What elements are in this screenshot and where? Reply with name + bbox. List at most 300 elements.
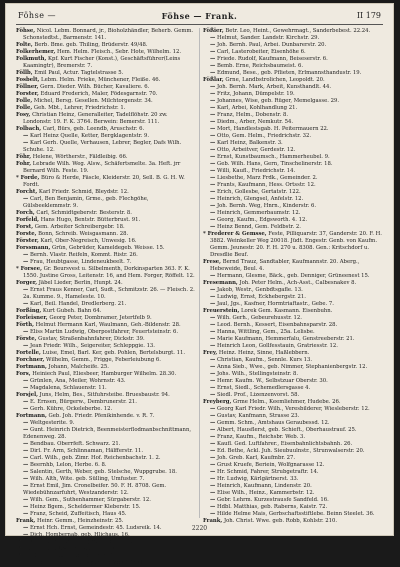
directory-entry xyxy=(16,28,197,42)
entry-name: * Forde, xyxy=(16,175,40,181)
entry-name: — xyxy=(210,70,216,76)
entry-details: Franz, Helm., Dobenstr. 8. xyxy=(215,112,289,118)
entry-name: Förth, xyxy=(16,322,34,328)
entry-details: Salentin, Gerth, Weber, geb. Stelsche, Wuppgrube. 18. xyxy=(28,469,177,475)
entry-name: — xyxy=(210,427,216,433)
directory-entry xyxy=(16,504,197,511)
directory-entry xyxy=(16,217,197,224)
entry-name: — xyxy=(23,455,29,461)
entry-details: Joh. Bernh. Weg, Hnrn., Kinderstr. 6. xyxy=(215,203,317,209)
directory-entry xyxy=(16,49,197,56)
entry-details: E. Ernsen, Bürgerw., Dembrunerstr. 21. xyxy=(28,399,137,405)
entry-details: Gebr. Lehrm. Kurzestrausfe Sandfeld. 16. xyxy=(215,497,329,503)
directory-entry xyxy=(203,259,384,273)
entry-details: Carl, Ben Benjamin, Grme., geb. Flechgöhe, Gülsbeeklemmstr. 9. xyxy=(23,196,149,209)
directory-entry xyxy=(203,294,384,301)
entry-name: — xyxy=(210,322,216,328)
entry-name: Frijeller, xyxy=(16,546,42,552)
entry-details: Karl, Arbei, Kohlhandlung 21. xyxy=(215,105,298,111)
directory-entry xyxy=(16,231,197,238)
directory-entry xyxy=(203,175,384,182)
entry-details: Kaufl. Ged. Luftfahrer., Eisenbahnlichtsbahnh. 26. xyxy=(215,441,353,447)
directory-entry xyxy=(16,420,197,427)
entry-name: — xyxy=(23,406,29,412)
entry-details: Hermann, Glesme, Bäck., geb. Denniger, Grüneenest 15. xyxy=(215,273,370,279)
entry-name: Forch, xyxy=(16,210,35,216)
entry-name: — xyxy=(210,196,216,202)
directory-entry xyxy=(203,490,384,497)
directory-entry xyxy=(203,273,384,280)
entry-name: — xyxy=(23,378,29,384)
entry-name: Forcht, xyxy=(16,189,38,195)
entry-name: — xyxy=(210,378,216,384)
directory-entry xyxy=(16,238,197,245)
directory-entry xyxy=(16,196,197,210)
entry-details: Michel, Bersg. Gesellen. Milchtorgenstr. 34. xyxy=(32,98,153,104)
directory-entry xyxy=(203,497,384,504)
directory-entry xyxy=(16,245,197,252)
directory-entry xyxy=(16,70,197,77)
entry-details: Heinrich, Gemmerbaumstr. 12. xyxy=(215,210,301,216)
entry-name: Förster, xyxy=(16,238,39,244)
entry-details: Geb. Joh. Friedr. Pfenikinhende. v. R. 7. xyxy=(46,413,155,419)
entry-details: Hans Hugo, Bentstr. Bütterbrust. 91. xyxy=(39,217,141,223)
entry-details: Hr. Schmid, Fahrer, Strubgetraftr. 14. xyxy=(215,469,319,475)
entry-name: — xyxy=(210,420,216,426)
entry-name: — xyxy=(210,210,216,216)
page-header xyxy=(6,11,393,23)
directory-entry xyxy=(16,448,197,455)
directory-entry xyxy=(203,406,384,413)
directory-entry xyxy=(203,196,384,203)
entry-details: Geb. Wilh. Hans, Gern, Tinschelinerstr. 18. xyxy=(215,161,333,167)
entry-name: — xyxy=(210,56,216,62)
directory-entry xyxy=(203,392,384,399)
directory-entry xyxy=(203,518,384,525)
directory-entry xyxy=(203,448,384,455)
directory-entry xyxy=(203,49,384,56)
entry-name: — xyxy=(210,147,216,153)
entry-name: Föhse, xyxy=(16,28,36,34)
entry-name: — xyxy=(23,301,29,307)
entry-name: — xyxy=(210,203,216,209)
left-column xyxy=(16,28,197,566)
entry-name: — xyxy=(210,329,216,335)
entry-details: Eliss Martin Ludwig, Oberpostfahrer, Feuertsteinstr. 6. xyxy=(28,329,179,335)
entry-details: Ernst, Siedl., Schemedlersgasse 4. xyxy=(215,385,311,391)
entry-details: Liesbethe, Marz Frdk., Gemeinder. 2. xyxy=(215,175,318,181)
entry-name: — xyxy=(210,357,216,363)
entry-details: Bernh. Vlastr. Reifeln, Kommt. Ristr. 26. xyxy=(28,252,138,258)
entry-details: Johannes, Wise, geb. Rüger, Memelgasse. 29. xyxy=(215,98,340,104)
entry-details: Diedm., Arber, Nemkutr. 54. xyxy=(215,119,294,125)
directory-entry xyxy=(203,140,384,147)
entry-name: — xyxy=(210,462,216,468)
directory-entry xyxy=(203,462,384,469)
directory-entry xyxy=(203,504,384,511)
entry-name: — xyxy=(210,469,216,475)
directory-entry xyxy=(203,133,384,140)
entry-details: Emil Paul, Actur. Tagtelstrasse 5. xyxy=(32,70,124,76)
entry-name: — xyxy=(210,392,216,398)
entry-name: — xyxy=(210,189,216,195)
entry-details: Grünlen, Ana, Meiler, Wohrnstr. 43. xyxy=(28,378,126,384)
entry-name: Forger, xyxy=(16,280,38,286)
entry-details: Kurt Gubeh. Bahn 64. xyxy=(41,308,102,314)
directory-entry xyxy=(16,189,197,196)
directory-entry xyxy=(16,553,197,560)
directory-entry xyxy=(16,539,197,546)
entry-name: — xyxy=(23,287,29,293)
entry-name: Föhr, xyxy=(16,154,32,160)
directory-entry xyxy=(16,511,197,518)
directory-entry xyxy=(203,70,384,77)
entry-name: Folkmuth, xyxy=(16,56,47,62)
directory-entry xyxy=(203,350,384,357)
entry-details: Wilh. Alth, Wite. geb. Sülling, Umfuster. 7. xyxy=(28,476,145,482)
entry-details: Berb. Bme. geb. Thiling, Brüderstr. 49/48. xyxy=(32,42,148,48)
directory-entry xyxy=(203,231,384,259)
directory-entry xyxy=(203,112,384,119)
directory-entry xyxy=(16,224,197,231)
entry-details: Eduard Frederich, Maler, Födesgarnstr. 70. xyxy=(38,91,158,97)
entry-name: — xyxy=(210,294,216,300)
entry-details: Albert, Hausflerst, geb. Schieft., Oberhaustrauf. 25. xyxy=(215,427,357,433)
entry-name: — xyxy=(23,427,29,433)
entry-details: Gentr. Carl, Falzigrauf. Blöhrig. 25. xyxy=(39,539,136,545)
directory-entry xyxy=(16,301,197,308)
entry-details: Karl Gerh. Quelle, Verhausen, Lebrer, Begler, Dafs Wilh. Schuhe. 12. xyxy=(23,140,182,153)
entry-name: — xyxy=(210,434,216,440)
entry-name: — xyxy=(210,49,216,55)
entry-name: — xyxy=(210,126,216,132)
entry-name: — xyxy=(210,84,216,90)
entry-details: Ernst, Kunstbaumsch., Hammerheubel. 9. xyxy=(215,154,330,160)
directory-entry xyxy=(16,112,197,126)
entry-name: Forste, xyxy=(16,231,37,237)
entry-name: Föllb, xyxy=(16,70,33,76)
entry-details: Karl Heinz, Balkenstr. 3. xyxy=(215,140,283,146)
entry-details: Hem. Helm. Fleisch., Sebr. Hote, Wilhelm. 12. xyxy=(55,49,182,55)
entry-details: Dich, Hombernab, geb. Hlichaus. 16. xyxy=(28,532,130,538)
directory-entry xyxy=(203,203,384,210)
entry-details: Joh. Bernh. Paul, Arbei. Dunbarerstr. 20. xyxy=(215,42,327,48)
entry-details: Büro & Herde, Fäscle, Kleiderstr. 20, Sell. B. G. H. W. Fordt. xyxy=(23,175,185,188)
entry-name: Folbach, xyxy=(16,126,42,132)
entry-name: — xyxy=(210,63,216,69)
directory-entry xyxy=(203,126,384,133)
entry-name: — xyxy=(210,140,216,146)
directory-entry xyxy=(203,378,384,385)
directory-entry xyxy=(203,287,384,294)
entry-details: Heinz Bennd, Gem. Feldbstr. 2. xyxy=(215,224,301,230)
entry-details: Heinrich, Glengsel, Anfelstr. 12. xyxy=(215,196,304,202)
entry-name: — xyxy=(210,35,216,41)
entry-name: — xyxy=(210,105,216,111)
entry-name: Folle, xyxy=(16,105,33,111)
entry-details: Georg, Kaufm., Edgsworth. 4. 12. xyxy=(215,217,308,223)
entry-name: — xyxy=(210,455,216,461)
entry-details: Ed. Bethe, Ackl. Juh. Sieubuulnstr., Strunwalserstr. 20. xyxy=(215,448,365,454)
entry-details: Feste, Pilliquarstr. 37, Ganderstr. 20. F. H. 3882. Weinkeller Weg 20018. Jüdt. Engestr. Genb. von Kaufm. Gemm. Jeunestr. 20. F. H. 270 u. 8308. Gen.: Kritschdorf u. Dresdlie Beuf. xyxy=(210,231,382,258)
directory-entry xyxy=(16,252,197,259)
entry-details: Ernst Hch. Ernst, Gemeindestr. 45. Ludsreik. 14. xyxy=(28,525,162,531)
entry-details: Ludwig, Ernst, Eckhebergstr. 21. xyxy=(215,294,306,300)
entry-details: Heinr. Gemm., Heinzheinstr. 25. xyxy=(35,518,124,524)
entry-details: Heinz. 1st., Rath, Einige 6. 8. xyxy=(33,553,115,559)
directory-entry xyxy=(16,399,197,406)
directory-entry xyxy=(203,182,384,189)
directory-entry xyxy=(203,455,384,462)
directory-entry xyxy=(203,84,384,91)
entry-name: — xyxy=(210,315,216,321)
entry-name: — xyxy=(210,413,216,419)
entry-name: Förste, xyxy=(16,336,37,342)
right-column xyxy=(203,28,384,524)
entry-details: Magdalena, Schlauenstr. 11. xyxy=(28,385,107,391)
entry-details: Ernst Emil, Jim. Cronelbeifer. 50. F. H. 8708. Gem. Wiedebühnzarfuhrt, Westzanderstr. 12. xyxy=(23,483,167,496)
entry-name: — xyxy=(210,343,216,349)
directory-entry xyxy=(16,483,197,497)
entry-details: Hemr. Kaufm. W., Selbstzuar Oberstr. 30. xyxy=(215,378,328,384)
column-divider xyxy=(199,28,200,518)
entry-name: Frieder, xyxy=(16,539,40,545)
entry-name: Fößier, xyxy=(203,28,224,34)
entry-details: Grne, Landbstrolichen, Leopoldt. 20. xyxy=(223,77,325,83)
entry-details: Hanna, Wittling, Gem., 25a. Lelisbe. xyxy=(215,329,315,335)
directory-entry xyxy=(16,259,197,266)
directory-entry xyxy=(203,322,384,329)
entry-details: Georg Peter, Dombramer, Jetertfelb 9. xyxy=(47,315,152,321)
entry-name: — xyxy=(210,476,216,482)
entry-name: Fors, xyxy=(16,371,31,377)
directory-entry xyxy=(203,63,384,70)
directory-entry xyxy=(16,315,197,322)
directory-entry xyxy=(16,546,197,553)
directory-entry xyxy=(16,462,197,469)
directory-entry xyxy=(16,154,197,161)
entry-name: — xyxy=(210,511,216,517)
directory-entry xyxy=(203,343,384,350)
directory-entry xyxy=(16,455,197,462)
entry-name: Fritz, xyxy=(16,560,32,566)
directory-entry xyxy=(203,98,384,105)
entry-name: — xyxy=(210,406,216,412)
directory-entry xyxy=(16,371,197,378)
directory-entry xyxy=(203,154,384,161)
directory-entry xyxy=(16,42,197,49)
directory-entry xyxy=(16,322,197,329)
entry-details: Grust Kruefe, Beriein, Wolfgnarasse 12. xyxy=(215,462,325,468)
entry-details: Gustav, Straßenbahnfahrer, Dickstr. 39. xyxy=(36,336,145,342)
entry-details: Weltgesterite. 9. xyxy=(28,420,75,426)
directory-entry xyxy=(16,392,197,399)
entry-name: Forleisner, xyxy=(16,315,48,321)
directory-entry xyxy=(16,378,197,385)
entry-name: — xyxy=(210,448,216,454)
entry-details: Willi, Kaufl., Friedrichstr. 14. xyxy=(215,168,296,174)
entry-name: Forfeld, xyxy=(16,217,40,223)
entry-details: Carl. Wilh., geb. Zimr. Hof. Reichenbachstr. 1. 2. xyxy=(28,455,161,461)
directory-entry xyxy=(16,126,197,133)
entry-details: Hdbl. Matthias, geb. Raberns, Kaistr. 72. xyxy=(215,504,328,510)
header-title: Föhse — Frank. xyxy=(161,11,238,21)
entry-details: Nicol. Lebm. Bonnard, jr., Bioholzhändler, Beherb. Gemm. Schonstedtst., Barmenstr. 141. xyxy=(23,28,194,41)
entry-details: Gern. Dieder. Wilh. Bücher, Kavaliere. 6. xyxy=(38,84,150,90)
directory-entry xyxy=(16,336,197,343)
directory-entry xyxy=(203,301,384,308)
entry-details: Betr. Leo, Heint., Gewehrmagt., Sanderbebest. 22.24. xyxy=(223,28,371,34)
directory-entry xyxy=(16,175,197,189)
directory-entry xyxy=(203,385,384,392)
entry-details: Beernhb, Lelon, Herbe. 6. 8. xyxy=(28,462,107,468)
entry-name: — xyxy=(23,140,29,146)
directory-entry xyxy=(16,469,197,476)
entry-details: Carl, Bürs, geb. Leendb, Aruschstr. 6. xyxy=(41,126,145,132)
entry-details: Blatt Tracher, Ausgang, 41. xyxy=(41,546,117,552)
entry-details: Johs. Wilh., Stellingsteinstr. 8. xyxy=(215,371,299,377)
directory-entry xyxy=(203,441,384,448)
entry-details: Carl, Schmidtgeberstr. Besterstr. 8. xyxy=(34,210,132,216)
page-footer: 2220 xyxy=(191,525,208,532)
directory-entry xyxy=(203,357,384,364)
entry-details: Bemb. Erne, Reichsbaumeist. 6. xyxy=(215,63,304,69)
directory-entry xyxy=(16,560,197,567)
entry-name: — xyxy=(210,98,216,104)
directory-entry xyxy=(16,91,197,98)
header-page-ref: II 179 xyxy=(356,11,381,20)
entry-name: — xyxy=(23,504,29,510)
entry-details: Lebm. Helm. Frieke, Münchener, Fleiße. 46. xyxy=(39,77,161,83)
entry-name: — xyxy=(210,441,216,447)
entry-details: Fritz, Johann, Dümpelstr. 19. xyxy=(215,91,295,97)
directory-entry xyxy=(16,329,197,336)
entry-details: Gunt. Heinrich Dietrich, Beenmeisterflodmanbschnittmann, Edenenweg. 28. xyxy=(23,427,192,440)
directory-entry xyxy=(203,105,384,112)
directory-entry xyxy=(16,350,197,357)
directory-entry xyxy=(16,161,197,175)
directory-entry xyxy=(203,371,384,378)
directory-entry xyxy=(16,441,197,448)
entry-name: — xyxy=(23,133,29,139)
entry-details: Otto, Gem. Helm., Friedrichstr. 32. xyxy=(215,133,312,139)
entry-details: Jaul, Jgs., Kasfner, Hormtriaftastr., Gebe. 7. xyxy=(215,301,334,307)
entry-details: Hilde Helme Mais, Gerbschaftsstiftlebe. Beinn Steelet. 36. xyxy=(215,511,375,517)
directory-entry xyxy=(203,119,384,126)
entry-name: Folkerhemer, xyxy=(16,49,56,55)
directory-entry xyxy=(16,476,197,483)
entry-name: Fortmann, xyxy=(16,364,47,370)
directory-entry xyxy=(16,497,197,504)
entry-details: Marie Kaufmann, Hemmerfalu, Genstreeberstr. 21. xyxy=(215,336,355,342)
directory-entry xyxy=(16,308,197,315)
entry-name: — xyxy=(210,301,216,307)
entry-details: Christian Heinz, Generalleiter, Tadelflöhstr. 20 zw. Londonstr. 19. F. K. 3764. Berwein: Bemerstr. 111. xyxy=(23,112,168,125)
directory-entry xyxy=(16,56,197,70)
entry-details: Joh. Greb. Karl, Kaufmbr. 27. xyxy=(215,455,296,461)
entry-name: — xyxy=(210,483,216,489)
entry-name: Forssmann, xyxy=(16,245,51,251)
directory-entry xyxy=(203,308,384,315)
entry-details: Jean Friedr. Wilh., Seigereiter, Schleppgie. 13. xyxy=(28,343,155,349)
directory-entry xyxy=(16,280,197,287)
entry-details: Gemm. Schm., Amtshaus Geraubessd. 12. xyxy=(215,420,330,426)
entry-name: — xyxy=(210,273,216,279)
entry-details: Gustav, Kanfmann, Strasse 23. xyxy=(215,413,300,419)
directory-page xyxy=(6,4,393,566)
entry-name: Frost, xyxy=(16,553,34,559)
entry-name: Fortmann, xyxy=(16,413,47,419)
entry-name: — xyxy=(210,112,216,118)
entry-details: Hr. Ludwig, Kärlgärtnerst. 33. xyxy=(215,476,299,482)
entry-name: — xyxy=(210,504,216,510)
entry-details: Dirl. Fr. Arm, Schlinnaman, Hälfferstr. 11. xyxy=(28,448,144,454)
entry-details: Joh. Bernh. Mark, Arbeit, Kunsthandlt. 44. xyxy=(215,84,332,90)
entry-details: Heinrich Leon, Gollfesstauin, Gratriesstr. 12. xyxy=(215,343,338,349)
entry-details: Karl, Ober-Negreisch, Unwesig. 16. xyxy=(38,238,137,244)
entry-details: Gem. Arbeiter Schreibergebr. 18. xyxy=(33,224,125,230)
directory-entry xyxy=(203,476,384,483)
entry-details: Karl Heinz Quelle, Ketter, Bergklagentstr. 9. xyxy=(28,133,150,139)
entry-details: Johann, Malcheife. 25. xyxy=(46,364,109,370)
entry-details: Heinz Bgem., Scheldermer Kleberstr. 15. xyxy=(28,504,141,510)
entry-name: — xyxy=(210,42,216,48)
entry-name: Folte, xyxy=(16,42,33,48)
directory-entry xyxy=(203,483,384,490)
entry-details: Elise Wilh., Heinz., Kammerbstr. 12. xyxy=(215,490,315,496)
entry-name: — xyxy=(210,490,216,496)
entry-details: Joh. Christ. Wwe. geb. Robb, Kohlstr. 210. xyxy=(222,518,338,524)
directory-entry xyxy=(16,364,197,371)
entry-details: Karl, Beil. Handel, Dredlerberg. 21. xyxy=(28,301,127,307)
directory-entry xyxy=(16,518,197,525)
entry-details: Siedl. Prof., Lizenzenvorst. 58. xyxy=(215,392,300,398)
entry-details: Christian, Kaufm., Sennle. Kurs 13. xyxy=(215,357,313,363)
entry-details: Edmund, Bese., geb. Pflieten, Erlmannsthandustr. 19. xyxy=(215,70,362,76)
entry-name: — xyxy=(210,217,216,223)
entry-name: — xyxy=(23,385,29,391)
directory-entry xyxy=(203,280,384,287)
directory-entry xyxy=(203,147,384,154)
directory-entry xyxy=(203,189,384,196)
entry-name: Frank, xyxy=(16,518,36,524)
directory-entry xyxy=(203,35,384,42)
directory-entry xyxy=(16,77,197,84)
entry-details: Mort, Handlestsgab. H. Peitermauern 22. xyxy=(215,126,329,132)
entry-name: — xyxy=(23,329,29,335)
entry-name: — xyxy=(23,420,29,426)
directory-entry xyxy=(16,105,197,112)
entry-name: — xyxy=(23,532,29,538)
entry-details: Jakob, Westr., Genbdtsgafle. 13. xyxy=(215,287,303,293)
entry-name: — xyxy=(23,259,29,265)
entry-name: — xyxy=(210,371,216,377)
entry-details: Heinz. Heinz, Sinne, Haßlebbern. xyxy=(217,350,310,356)
entry-details: Franz, Kaufm., Reichsbr. Web. 3. xyxy=(215,434,306,440)
directory-entry xyxy=(203,77,384,84)
entry-details: Wilhelm, Gemm., Frigge, Feberleiubung 6. xyxy=(44,357,161,363)
directory-entry xyxy=(203,399,384,406)
entry-name: — xyxy=(210,336,216,342)
entry-details: Georg Karl Friedr. Wilh., Veresbilderer, Wiesleberstr. 12. xyxy=(215,406,370,412)
directory-entry xyxy=(203,161,384,168)
entry-name: — xyxy=(210,385,216,391)
entry-details: Frau, Heubtgasse, Lindeneukbeelt. 7. xyxy=(28,259,132,265)
entry-details: Geh. Mbt., Lehrer, Friedrichstr. 1. xyxy=(32,105,126,111)
directory-entry xyxy=(16,532,197,539)
directory-entry xyxy=(203,336,384,343)
entry-details: Frants, Kaufmann, Hess. Ortsstr. 12. xyxy=(215,182,316,188)
